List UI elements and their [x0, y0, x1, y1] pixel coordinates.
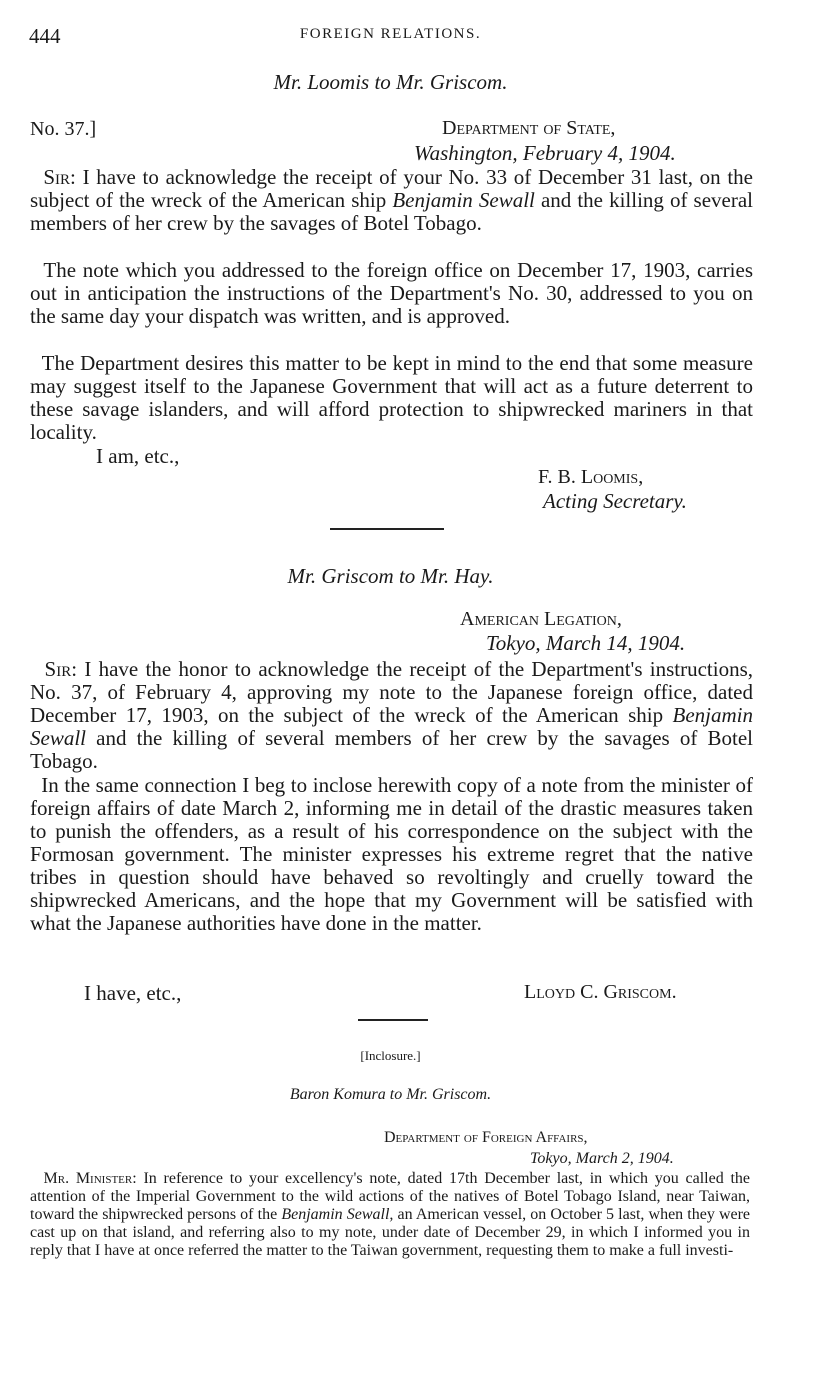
ship-name: Benjamin Sewall — [30, 703, 754, 750]
letter2-department: American Legation, — [460, 608, 622, 630]
letter1-paragraph-2: The note which you addressed to the foreign office on December 17, 1903, carries out in anticipation the instructions of the Department's No. 30, addressed to you on the same day your dispatch was written, and is approved. — [30, 258, 754, 328]
letter1-closing: I am, etc., — [96, 444, 180, 468]
inclosure-date: Tokyo, March 2, 1904. — [530, 1150, 674, 1167]
letter2-paragraph-2: In the same connection I beg to inclose herewith copy of a note from the minister of foreign affairs of date March 2, informing me in detail of the drastic measures taken to punish the offenders, as a result of his correspondence on the subject with the Formosan government. The minister expresses his extreme regret that the native tribes in question should have behaved so revoltingly and cruelly toward the shipwrecked Americans, and the hope that my Government will be satisfied with what the Japanese authorities have done in the matter. — [30, 773, 753, 935]
ship-name: Benjamin Sewall, — [281, 1206, 394, 1223]
letter2-date: Tokyo, March 14, 1904. — [486, 631, 686, 655]
section-divider — [358, 1019, 428, 1021]
letter1-paragraph-1: Sir: I have to acknowledge the receipt of your No. 33 of December 31 last, on the subject of the wreck of the American ship Benjamin Sewall and the killing of several members of her crew by the savages of Botel Tobago. — [30, 165, 754, 235]
letter2-heading: Mr. Griscom to Mr. Hay. — [287, 564, 494, 588]
section-divider — [330, 528, 444, 530]
inclosure-department: Department of Foreign Affairs, — [384, 1129, 588, 1146]
ship-name: Benjamin Sewall — [392, 188, 535, 212]
letter1-paragraph-3: The Department desires this matter to be kept in mind to the end that some measure may suggest itself to the Japanese Government that will act as a future deterrent to these savage islanders, and will afford protection to shipwrecked mariners in that locality. — [30, 351, 753, 444]
running-head: FOREIGN RELATIONS. — [299, 26, 482, 42]
inclosure-salutation: Mr. Minister: — [43, 1170, 137, 1187]
letter2-paragraph-1: Sir: I have the honor to acknowledge the receipt of the Department's instructions, No. 37, of February 4, approving my note to the Japanese foreign office, dated December 17, 1903, on the subject of the wreck of the American ship Benjamin Sewall and the killing of several members of her crew by the savages of Botel Tobago. — [30, 657, 754, 773]
letter1-heading: Mr. Loomis to Mr. Griscom. — [273, 70, 508, 94]
letter1-date: Washington, February 4, 1904. — [414, 141, 676, 165]
letter1-salutation: Sir: — [43, 165, 76, 189]
inclosure-heading: Baron Komura to Mr. Griscom. — [289, 1086, 492, 1103]
inclosure-paragraph-1: Mr. Minister: In reference to your excellency's note, dated 17th December last, in which you called the attention of the Imperial Government to the wild actions of the natives of Botel Tobago Island, near Taiwan, toward the shipwrecked persons of the Benjamin Sewall, an American vessel, on October 5 last, when they were cast up on that island, and referring also to my note, under date of December 29, in which I informed you in reply that I have at once referred the matter to the Taiwan government, requesting them to make a full investi- — [30, 1170, 751, 1259]
letter1-department: Department of State, — [442, 117, 616, 139]
letter2-signature: Lloyd C. Griscom. — [524, 981, 677, 1003]
letter1-signer-title: Acting Secretary. — [543, 489, 687, 513]
page-number: 444 — [29, 24, 61, 48]
letter2-salutation: Sir: — [44, 657, 78, 681]
letter2-closing: I have, etc., — [84, 981, 182, 1005]
letter1-signature: F. B. Loomis, — [538, 466, 644, 488]
letter1-number: No. 37.] — [30, 118, 97, 140]
inclosure-label: [Inclosure.] — [360, 1048, 421, 1063]
